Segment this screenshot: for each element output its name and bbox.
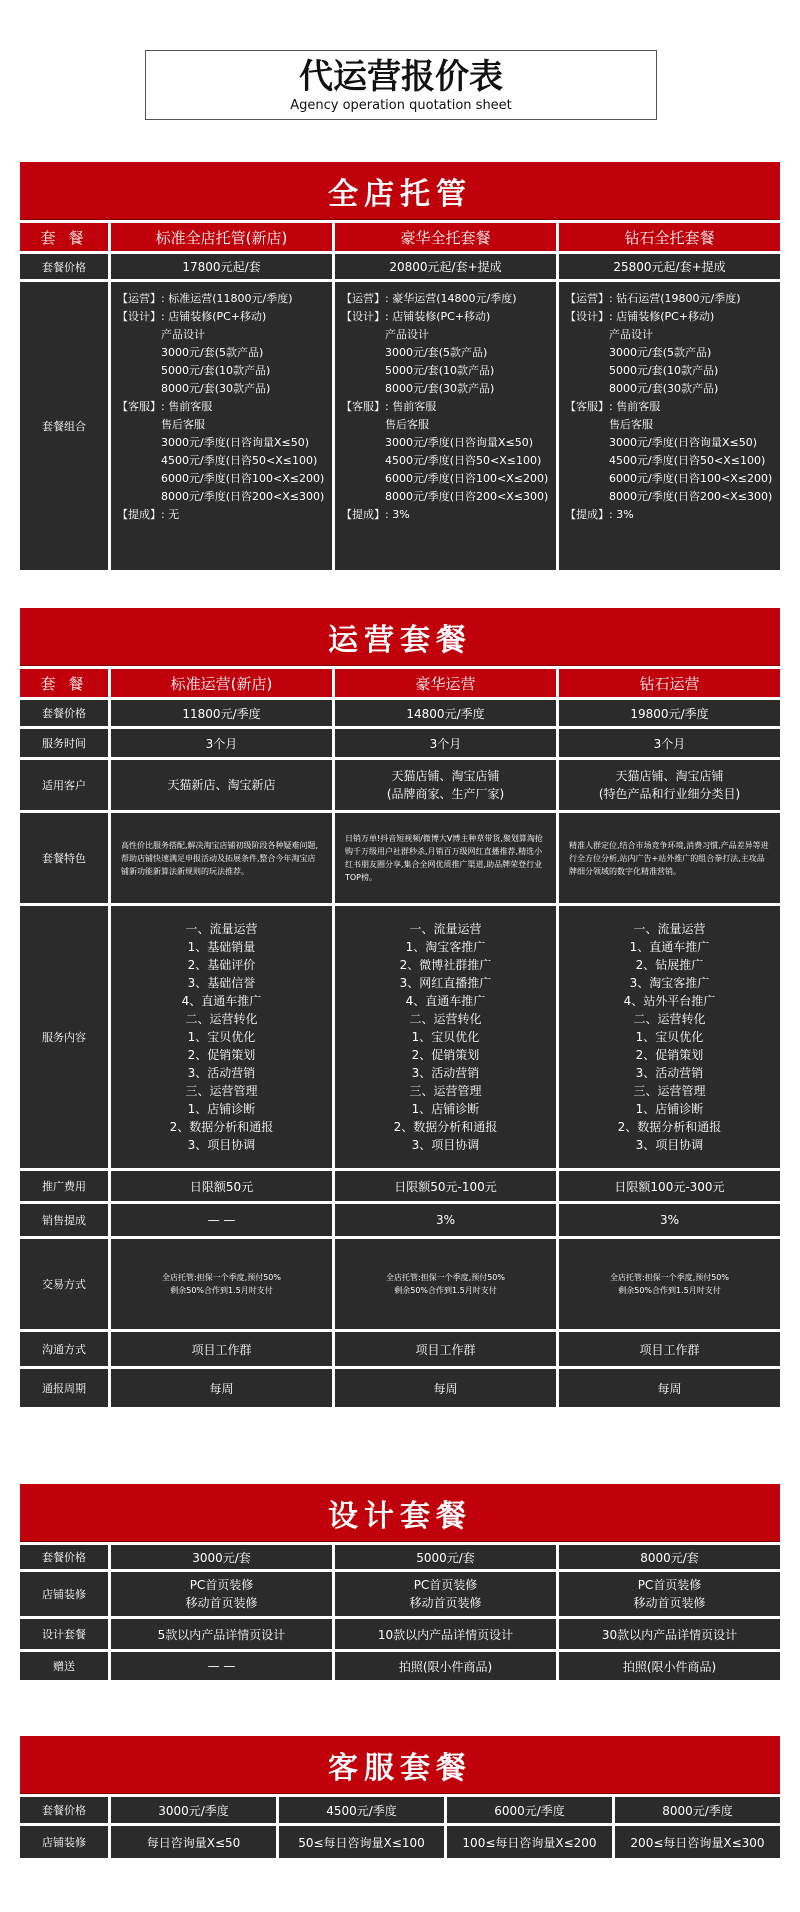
cs-volume: 100≤每日咨询量X≤200 xyxy=(447,1826,612,1858)
design-set: 10款以内产品详情页设计 xyxy=(335,1619,556,1649)
ops-feature: 日销万单!抖音短视频/微博大V博主种草带货,聚划算淘抢购千万级用户社群秒杀,月销百万级网红直播推荐,精选小红书朋友圈分享,集合全网优质推广渠道,助品牌荣登行业TOP榜。 xyxy=(335,813,556,903)
combo-standard: 【运营】: 标准运营(11800元/季度) 【设计】: 店铺装修(PC+移动) 产品设计 3000元/套(5款产品) 5000元/套(10款产品) 8000元/套(30款产品) 【客服】: 售前客服 售后客服 3000元/季度(日咨询量X≤50) 4500元/季度(日咨50<X≤100) 6000元/季度(日咨100<X≤200) 8000元/季度(日咨200<X≤300) 【提成】: 无 xyxy=(111,282,332,570)
design-price-label: 套餐价格 xyxy=(20,1545,108,1569)
ops-price-label: 套餐价格 xyxy=(20,700,108,726)
design-decor: PC首页装修 移动首页装修 xyxy=(335,1572,556,1616)
ops-report-label: 通报周期 xyxy=(20,1369,108,1407)
ops-feature: 精准人群定位,结合市场竞争环境,消费习惯,产品差异等进行全方位分析,站内广告+站外推广的组合拳打法,主攻品牌细分领域的数字化精准营销。 xyxy=(559,813,780,903)
price-standard: 17800元起/套 xyxy=(111,254,332,279)
ops-promo-label: 推广费用 xyxy=(20,1171,108,1201)
col-diamond: 钻石全托套餐 xyxy=(559,223,780,251)
design-set-label: 设计套餐 xyxy=(20,1619,108,1649)
ops-report: 每周 xyxy=(335,1369,556,1407)
design-section xyxy=(20,1484,780,1680)
ops-client-label: 适用客户 xyxy=(20,760,108,810)
ops-report: 每周 xyxy=(111,1369,332,1407)
ops-client: 天猫店铺、淘宝店铺 (特色产品和行业细分类目) xyxy=(559,760,780,810)
ops-time: 3个月 xyxy=(335,729,556,757)
design-gift: 拍照(限小件商品) xyxy=(335,1652,556,1680)
design-gift: 拍照(限小件商品) xyxy=(559,1652,780,1680)
ops-commission-label: 销售提成 xyxy=(20,1204,108,1236)
ops-client: 天猫新店、淘宝新店 xyxy=(111,760,332,810)
page-subtitle: Agency operation quotation sheet xyxy=(290,98,512,113)
design-decor: PC首页装修 移动首页装修 xyxy=(111,1572,332,1616)
design-price: 3000元/套 xyxy=(111,1545,332,1569)
design-decor-label: 店铺装修 xyxy=(20,1572,108,1616)
price-label: 套餐价格 xyxy=(20,254,108,279)
ops-price: 19800元/季度 xyxy=(559,700,780,726)
cs-price: 3000元/季度 xyxy=(111,1797,276,1823)
design-decor: PC首页装修 移动首页装修 xyxy=(559,1572,780,1616)
cs-volume: 50≤每日咨询量X≤100 xyxy=(279,1826,444,1858)
ops-report: 每周 xyxy=(559,1369,780,1407)
price-luxury: 20800元起/套+提成 xyxy=(335,254,556,279)
design-price: 8000元/套 xyxy=(559,1545,780,1569)
cs-header: 客服套餐 xyxy=(20,1736,780,1794)
ops-promo: 日限额50元-100元 xyxy=(335,1171,556,1201)
ops-promo: 日限额50元 xyxy=(111,1171,332,1201)
ops-time: 3个月 xyxy=(559,729,780,757)
col-label: 套 餐 xyxy=(20,223,108,251)
ops-trade-label: 交易方式 xyxy=(20,1239,108,1329)
ops-commission: 3% xyxy=(559,1204,780,1236)
ops-service-label: 服务内容 xyxy=(20,906,108,1168)
ops-section xyxy=(20,608,780,1407)
design-header: 设计套餐 xyxy=(20,1484,780,1542)
combo-label: 套餐组合 xyxy=(20,282,108,570)
ops-price: 14800元/季度 xyxy=(335,700,556,726)
cs-price: 4500元/季度 xyxy=(279,1797,444,1823)
ops-commission: 3% xyxy=(335,1204,556,1236)
design-set: 5款以内产品详情页设计 xyxy=(111,1619,332,1649)
design-gift-label: 赠送 xyxy=(20,1652,108,1680)
ops-client: 天猫店铺、淘宝店铺 (品牌商家、生产厂家) xyxy=(335,760,556,810)
ops-comm: 项目工作群 xyxy=(111,1332,332,1366)
ops-header: 运营套餐 xyxy=(20,608,780,666)
ops-col-label: 套 餐 xyxy=(20,669,108,697)
ops-col-standard: 标准运营(新店) xyxy=(111,669,332,697)
page-title: 代运营报价表 xyxy=(299,57,503,97)
col-luxury: 豪华全托套餐 xyxy=(335,223,556,251)
design-gift: — — xyxy=(111,1652,332,1680)
ops-price: 11800元/季度 xyxy=(111,700,332,726)
price-diamond: 25800元起/套+提成 xyxy=(559,254,780,279)
ops-feature: 高性价比服务搭配,解决淘宝店铺初级阶段各种疑难问题,帮助店铺快速满足申报活动及拓展条件,整合今年淘宝店铺新功能新算法新规则的玩法推荐。 xyxy=(111,813,332,903)
ops-service-diamond: 一、流量运营 1、直通车推广 2、钻展推广 3、淘宝客推广 4、站外平台推广 二、运营转化 1、宝贝优化 2、促销策划 3、活动营销 三、运营管理 1、店铺诊断 2、数据分析和通报 3、项目协调 xyxy=(559,906,780,1168)
ops-service-luxury: 一、流量运营 1、淘宝客推广 2、微博社群推广 3、网红直播推广 4、直通车推广 二、运营转化 1、宝贝优化 2、促销策划 3、活动营销 三、运营管理 1、店铺诊断 2、数据分析和通报 3、项目协调 xyxy=(335,906,556,1168)
cs-decor-label: 店铺装修 xyxy=(20,1826,108,1858)
ops-comm: 项目工作群 xyxy=(335,1332,556,1366)
ops-col-luxury: 豪华运营 xyxy=(335,669,556,697)
ops-col-diamond: 钻石运营 xyxy=(559,669,780,697)
ops-comm-label: 沟通方式 xyxy=(20,1332,108,1366)
design-price: 5000元/套 xyxy=(335,1545,556,1569)
ops-feature-label: 套餐特色 xyxy=(20,813,108,903)
full-store-section xyxy=(20,162,780,570)
cs-price: 6000元/季度 xyxy=(447,1797,612,1823)
ops-promo: 日限额100元-300元 xyxy=(559,1171,780,1201)
ops-comm: 项目工作群 xyxy=(559,1332,780,1366)
cs-price: 8000元/季度 xyxy=(615,1797,780,1823)
combo-luxury: 【运营】: 豪华运营(14800元/季度) 【设计】: 店铺装修(PC+移动) 产品设计 3000元/套(5款产品) 5000元/套(10款产品) 8000元/套(30款产品) 【客服】: 售前客服 售后客服 3000元/季度(日咨询量X≤50) 4500元/季度(日咨50<X≤100) 6000元/季度(日咨100<X≤200) 8000元/季度(日咨200<X≤300) 【提成】: 3% xyxy=(335,282,556,570)
cs-volume: 每日咨询量X≤50 xyxy=(111,1826,276,1858)
ops-trade: 全店托管:担保一个季度,预付50% 剩余50%合作到1.5月时支付 xyxy=(335,1239,556,1329)
cs-volume: 200≤每日咨询量X≤300 xyxy=(615,1826,780,1858)
cs-price-label: 套餐价格 xyxy=(20,1797,108,1823)
full-store-header: 全店托管 xyxy=(20,162,780,220)
ops-time-label: 服务时间 xyxy=(20,729,108,757)
cs-section xyxy=(20,1736,780,1858)
design-set: 30款以内产品详情页设计 xyxy=(559,1619,780,1649)
ops-time: 3个月 xyxy=(111,729,332,757)
title-box xyxy=(145,50,657,120)
col-standard: 标准全店托管(新店) xyxy=(111,223,332,251)
ops-trade: 全店托管:担保一个季度,预付50% 剩余50%合作到1.5月时支付 xyxy=(111,1239,332,1329)
ops-trade: 全店托管:担保一个季度,预付50% 剩余50%合作到1.5月时支付 xyxy=(559,1239,780,1329)
ops-commission: — — xyxy=(111,1204,332,1236)
ops-service-standard: 一、流量运营 1、基础销量 2、基础评价 3、基础信誉 4、直通车推广 二、运营转化 1、宝贝优化 2、促销策划 3、活动营销 三、运营管理 1、店铺诊断 2、数据分析和通报 3、项目协调 xyxy=(111,906,332,1168)
combo-diamond: 【运营】: 钻石运营(19800元/季度) 【设计】: 店铺装修(PC+移动) 产品设计 3000元/套(5款产品) 5000元/套(10款产品) 8000元/套(30款产品) 【客服】: 售前客服 售后客服 3000元/季度(日咨询量X≤50) 4500元/季度(日咨50<X≤100) 6000元/季度(日咨100<X≤200) 8000元/季度(日咨200<X≤300) 【提成】: 3% xyxy=(559,282,780,570)
